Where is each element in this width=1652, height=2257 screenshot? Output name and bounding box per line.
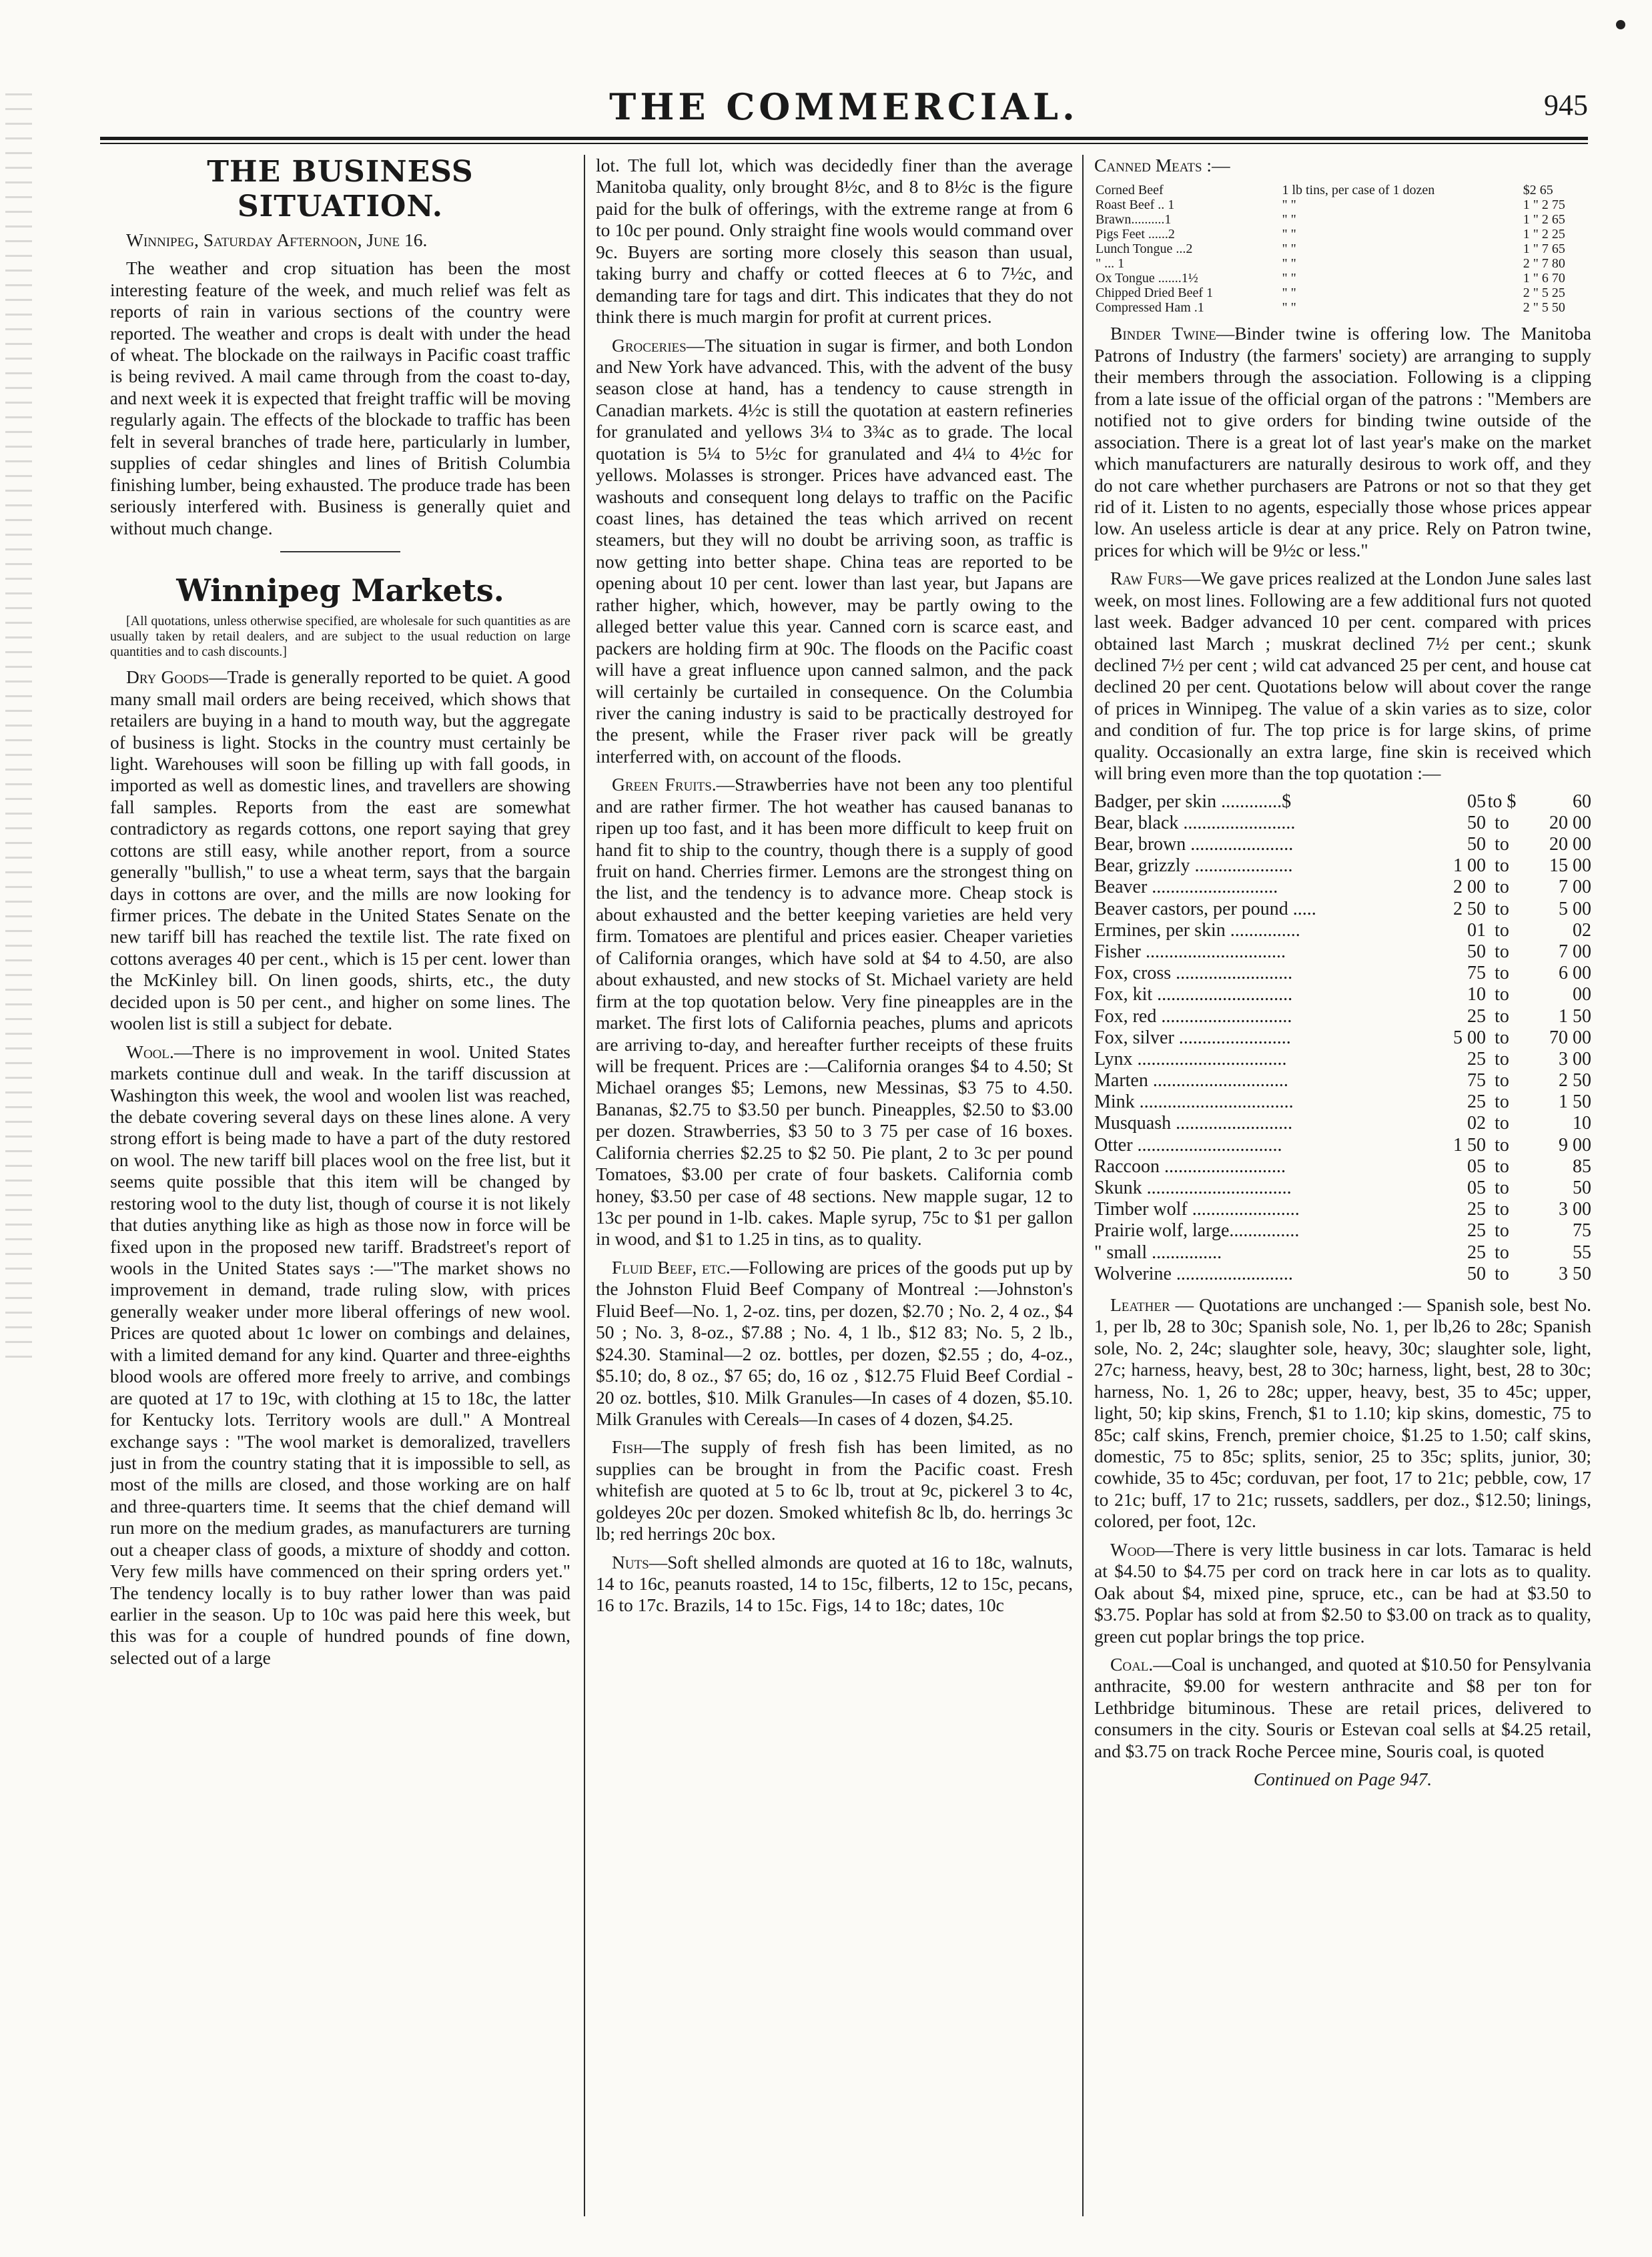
fish-text: —The supply of fresh fish has been limited, as no supplies can be brought in from the Pacific coast. Fresh whitefish are quoted at 5 to 6c lb, trout at 9c, pickerel 3 to 4c, goldeyes 20c per dozen. Smoked whitefish 8c lb, do. herrings 3c lb; red herrings 20c box. xyxy=(596,1436,1073,1544)
fur-hi: 7 00 xyxy=(1559,941,1591,962)
canned-meat-size: " " xyxy=(1282,212,1296,228)
page-dot xyxy=(1616,20,1625,29)
canned-meat-row xyxy=(1094,242,1591,256)
fur-lo: 2 00 xyxy=(1453,877,1486,898)
fur-name: Fisher .............................. xyxy=(1094,941,1286,962)
leather-paragraph xyxy=(1094,1294,1591,1532)
fur-lo: 02 xyxy=(1467,1113,1486,1134)
canned-meat-price: 2 " 5 50 xyxy=(1523,300,1565,316)
fur-hi: 7 00 xyxy=(1559,877,1591,898)
canned-meat-price: $2 65 xyxy=(1523,183,1553,198)
fur-hi: 9 00 xyxy=(1559,1134,1591,1156)
canned-meat-price: 1 " 6 70 xyxy=(1523,271,1565,286)
fur-lo: 50 xyxy=(1467,834,1486,855)
fur-name: Skunk ............................... xyxy=(1094,1178,1292,1198)
fur-price-row xyxy=(1094,1178,1591,1199)
fur-hi: 85 xyxy=(1573,1156,1591,1177)
fur-to: to xyxy=(1495,1070,1509,1091)
fur-to: to xyxy=(1495,919,1509,941)
canned-meat-row xyxy=(1094,256,1591,271)
green-fruits-text: .—Strawberries have not been any too plentiful and are rather firmer. The hot weather has caused bananas to ripen up too fast, and it has been more difficult to keep fruit on hand fit to ship to the country, though there is a supply of good fruit on hand. Cherries firmer. Lemons are the strongest thing on the list, and the tendency is to advance more. Cheap stock is about exhausted and the better keeping varieties are held very firm. Tomatoes are plentiful and prices easier. Cheaper varieties of California oranges, which have sold at $4 to 4.50, are also about exhausted, and new stocks of St. Michael variety are held firm at the top quotation below. Very fine pineapples are in the market. The first lots of California peaches, plums and apricots are arriving to-day, and hereafter further receipts of these fruits will be frequent. Prices are :—California oranges $4 to 4.50; St Michael oranges $5; Lemons, new Messinas, $3 75 to 4.50. Bananas, $2.75 to $3.50 per bunch. Pineapples, $2.50 to $3.00 per dozen. Strawberries, $3 50 to 3 75 per case of 16 boxes. California cherries $2.25 to $2 50. Pie plant, 2 to 3c per pound Tomatoes, $3.00 per crate of four baskets. California comb honey, $3.50 per case of 48 sections. New mapple sugar, 12 to 13c per pound in 1-lb. cakes. Maple syrup, 75c to $1 per gallon in wood, and $1 to 1.25 in tins, as to quality. xyxy=(596,774,1073,1250)
fish-lead: Fish xyxy=(612,1436,643,1458)
fur-hi: 15 00 xyxy=(1549,855,1591,877)
continued-note: Continued on Page 947. xyxy=(1253,1769,1432,1790)
masthead-rule-thick xyxy=(100,137,1588,140)
fur-name: Fox, kit ............................. xyxy=(1094,984,1293,1005)
fur-price-row xyxy=(1094,941,1591,963)
column-2 xyxy=(596,155,1073,2216)
fur-to: to xyxy=(1495,1242,1509,1263)
nuts-text: —Soft shelled almonds are quoted at 16 to 18c, walnuts, 14 to 16c, peanuts roasted, 14 to 15c, filberts, 12 to 15c, pecans, 16 to 17c. Brazils, 14 to 15c. Figs, 14 to 18c; dates, 10c xyxy=(596,1551,1073,1616)
binder-twine-lead: Binder Twine xyxy=(1110,323,1216,344)
fur-name: Wolverine ......................... xyxy=(1094,1263,1293,1284)
fur-price-row xyxy=(1094,1049,1591,1070)
dry-goods-text: —Trade is generally reported to be quiet. A good many small mail orders are being received, which shows that retailers are buying in a hand to mouth way, but the aggregate of business is light. Stocks in the country must certainly be light. Warehouses will soon be filling up with fall goods, in imported as well as domestic lines, and travellers are showing fall samples. Reports from the east are somewhat contradictory as regards cottons, one report saying that grey cottons are still easy, while another report, from a source generally "bullish," to use a wheat term, says that the bargain days in cottons are over, and the mills are now looking for firmer prices. The debate in the United States Senate on the new tariff bill has reached the textile list. The rate fixed on cottons averages 40 per cent., which is 15 per cent. lower than the McKinley bill. On linen goods, shirts, etc., the duty decided upon is 50 per cent., and higher on some lines. The woolen list is still a subject for debate. xyxy=(110,666,570,1034)
fur-price-row xyxy=(1094,1220,1591,1242)
fur-hi: 60 xyxy=(1573,791,1591,812)
fur-price-row xyxy=(1094,855,1591,877)
fur-price-row xyxy=(1094,899,1591,920)
canned-meat-item: Chipped Dried Beef 1 xyxy=(1096,286,1214,301)
canned-meat-price: 2 " 7 80 xyxy=(1523,256,1565,272)
fur-price-row xyxy=(1094,1113,1591,1134)
canned-meat-price: 1 " 7 65 xyxy=(1523,242,1565,257)
fur-hi: 55 xyxy=(1573,1242,1591,1263)
fur-lo: 01 xyxy=(1467,919,1486,941)
page-number: 945 xyxy=(1544,89,1588,121)
canned-meat-item: Corned Beef xyxy=(1096,183,1164,198)
raw-furs-paragraph xyxy=(1094,568,1591,784)
fur-hi: 20 00 xyxy=(1549,812,1591,833)
fur-hi: 02 xyxy=(1573,919,1591,941)
fur-to: to xyxy=(1495,898,1509,919)
fur-hi: 5 00 xyxy=(1559,898,1591,919)
canned-meat-row xyxy=(1094,271,1591,286)
winnipeg-markets-heading: Winnipeg Markets. xyxy=(176,572,504,608)
fur-to: to xyxy=(1495,1113,1509,1134)
fur-lo: 05 xyxy=(1467,1156,1486,1177)
fur-lo: 2 50 xyxy=(1453,898,1486,919)
fur-to: to xyxy=(1495,1156,1509,1177)
section-divider xyxy=(280,551,400,552)
canned-meat-size: " " xyxy=(1282,286,1296,301)
fur-price-row xyxy=(1094,1091,1591,1113)
newspaper-title: THE COMMERCIAL. xyxy=(609,85,1079,128)
fur-price-row xyxy=(1094,813,1591,834)
fur-to: to xyxy=(1495,941,1509,962)
canned-meat-price: 1 " 2 25 xyxy=(1523,227,1565,242)
canned-meat-size: 1 lb tins, per case of 1 dozen xyxy=(1282,183,1435,198)
fur-name: Beaver ........................... xyxy=(1094,877,1278,898)
fur-hi: 6 00 xyxy=(1559,963,1591,984)
column-divider xyxy=(1082,155,1084,2216)
fur-price-row xyxy=(1094,1199,1591,1220)
column-3 xyxy=(1094,155,1591,2216)
fur-lo: 25 xyxy=(1467,1220,1486,1242)
wood-text: —There is very little business in car lots. Tamarac is held at $4.50 to $4.75 per cord on track here in car lots as to quality. Oak about $4, mixed pine, spruce, etc., can be had at $3.50 to $3.75. Poplar has sold at from $2.50 to $3.00 on track as to quality, green cut poplar brings the top price. xyxy=(1094,1538,1591,1647)
fur-lo: 50 xyxy=(1467,941,1486,962)
canned-meat-row xyxy=(1094,300,1591,315)
fur-name: Raccoon .......................... xyxy=(1094,1156,1286,1177)
canned-meats-label: Canned Meats :— xyxy=(1094,155,1230,175)
fur-to: to xyxy=(1495,834,1509,855)
fur-name: Prairie wolf, large............... xyxy=(1094,1220,1300,1242)
fur-name: Fox, cross ......................... xyxy=(1094,963,1293,984)
canned-meat-item: Compressed Ham .1 xyxy=(1096,300,1204,316)
fur-lo: 25 xyxy=(1467,1091,1486,1113)
fur-to: to xyxy=(1495,1263,1509,1284)
fur-name: " small ............... xyxy=(1094,1242,1222,1263)
business-situation-text: The weather and crop situation has been the most interesting feature of the week, and much relief was felt as reports of rain in various sections of the country were reported. The weather and crops is dealt with under the head of wheat. The blockade on the railways in Pacific coast traffic is being revived. A mail came through from the coast to-day, and next week it is expected that freight traffic will be moving regularly again. The effects of the blockade to traffic has been felt in several branches of trade here, particularly in lumber, supplies of cedar shingles and lines of British Columbia finishing lumber, being exhausted. The produce trade has been seriously interfered with. Business is generally quiet and without much change. xyxy=(110,258,570,538)
leather-lead: Leather xyxy=(1110,1294,1170,1315)
canned-meat-row xyxy=(1094,183,1591,197)
fur-hi: 00 xyxy=(1573,984,1591,1005)
canned-meat-price: 1 " 2 75 xyxy=(1523,197,1565,213)
fur-price-row xyxy=(1094,984,1591,1005)
fur-hi: 2 50 xyxy=(1559,1070,1591,1091)
canned-meat-row xyxy=(1094,197,1591,212)
fur-name: Mink ................................. xyxy=(1094,1091,1294,1113)
wool-continued-text: lot. The full lot, which was decidedly finer than the average Manitoba quality, only brought 8½c, and 8 to 8½c is the figure paid for the bulk of offerings, with the extreme range at from 6 to 10c per pound. Only straight fine wools would command over 9c. Buyers are sorting more closely this season than usual, taking burry and chaffy or cotted fleeces at 6 to 7½c, and demanding tare for tags and dirt. This indicates that they do not think there is much margin for profit at current prices. xyxy=(596,155,1073,328)
fur-lo: 5 00 xyxy=(1453,1027,1486,1048)
fur-to: to xyxy=(1495,1220,1509,1242)
fur-price-row xyxy=(1094,1264,1591,1285)
nuts-paragraph xyxy=(596,1552,1073,1617)
fur-to: to xyxy=(1495,1134,1509,1156)
wood-paragraph xyxy=(1094,1539,1591,1647)
fur-lo: 10 xyxy=(1467,984,1486,1005)
green-fruits-lead: Green Fruits xyxy=(612,774,712,795)
fur-to: to xyxy=(1495,1178,1509,1198)
business-situation-heading: THE BUSINESS SITUATION. xyxy=(207,155,474,223)
canned-meats-table xyxy=(1094,183,1591,315)
canned-meat-row xyxy=(1094,212,1591,227)
groceries-paragraph xyxy=(596,335,1073,768)
coal-text: .—Coal is unchanged, and quoted at $10.50 for Pensylvania anthracite, $9.00 for western anthracite and $8 per ton for Lethbridge bituminous. These are retail prices, delivered to consumers in the city. Souris or Estevan coal sells at $4.25 retail, and $3.75 on track Roche Percee mine, Souris coal, is quoted xyxy=(1094,1653,1591,1761)
canned-meat-item: Ox Tongue .......1½ xyxy=(1096,271,1198,286)
groceries-lead: Groceries xyxy=(612,334,687,356)
fur-lo: 25 xyxy=(1467,1242,1486,1263)
fur-price-row xyxy=(1094,834,1591,855)
fur-name: Otter ............................... xyxy=(1094,1134,1282,1156)
fur-lo: 75 xyxy=(1467,963,1486,984)
fur-price-row xyxy=(1094,920,1591,941)
canned-meat-item: " ... 1 xyxy=(1096,256,1125,272)
fur-hi: 3 50 xyxy=(1559,1263,1591,1284)
fur-name: Ermines, per skin ............... xyxy=(1094,919,1300,941)
fur-lo: 1 50 xyxy=(1453,1134,1486,1156)
fur-price-row xyxy=(1094,1070,1591,1091)
fur-to: to xyxy=(1495,963,1509,984)
fur-to: to xyxy=(1495,1027,1509,1048)
fish-paragraph xyxy=(596,1436,1073,1544)
canned-meat-size: " " xyxy=(1282,242,1296,257)
fluid-beef-text: —Following are prices of the goods put up by the Johnston Fluid Beef Company of Montreal :—Johnston's Fluid Beef—No. 1, 2-oz. tins, per dozen, $2.70 ; No. 2, 4 oz., $4 50 ; No. 3, 8-oz., $7.88 ; No. 4, 1 lb., $12 83; No. 5, 2 lb., $24.30. Staminal—2 oz. bottles, per dozen, $2.55 ; do, 4-oz., $5.10; do, 8 oz., $7 65; do, 16 oz , $12.75 Fluid Beef Cordial - 20 oz. bottles, $10. Milk Granules—In cases of 4 dozen, $5.10. Milk Granules with Cereals—In cases of 4 dozen, $4.25. xyxy=(596,1256,1073,1429)
fur-to: to xyxy=(1495,1199,1509,1220)
canned-meat-price: 2 " 5 25 xyxy=(1523,286,1565,301)
fur-price-row xyxy=(1094,1006,1591,1027)
fur-name: Lynx ................................ xyxy=(1094,1048,1287,1069)
green-fruits-paragraph xyxy=(596,774,1073,1250)
fur-to: to $ xyxy=(1487,791,1517,812)
fur-to: to xyxy=(1495,877,1509,898)
canned-meat-size: " " xyxy=(1282,227,1296,242)
canned-meat-size: " " xyxy=(1282,197,1296,213)
fur-lo: 50 xyxy=(1467,1263,1486,1284)
fur-name: Beaver castors, per pound ..... xyxy=(1094,898,1316,919)
binding-margin-marks xyxy=(5,93,32,1361)
fur-hi: 3 00 xyxy=(1559,1048,1591,1069)
fur-lo: 50 xyxy=(1467,812,1486,833)
raw-furs-lead: Raw Furs xyxy=(1110,568,1182,589)
fur-price-row xyxy=(1094,1242,1591,1264)
fur-name: Bear, black ........................ xyxy=(1094,812,1296,833)
fur-name: Bear, grizzly ..................... xyxy=(1094,855,1293,877)
canned-meat-row xyxy=(1094,227,1591,242)
fur-lo: 05 xyxy=(1467,791,1486,812)
fur-price-row xyxy=(1094,1156,1591,1178)
fur-hi: 75 xyxy=(1573,1220,1591,1242)
fur-to: to xyxy=(1495,1005,1509,1027)
fur-name: Musquash ......................... xyxy=(1094,1113,1293,1134)
canned-meat-item: Lunch Tongue ...2 xyxy=(1096,242,1193,257)
canned-meat-size: " " xyxy=(1282,300,1296,316)
nuts-lead: Nuts xyxy=(612,1551,649,1572)
canned-meat-price: 1 " 2 65 xyxy=(1523,212,1565,228)
fur-to: to xyxy=(1495,984,1509,1005)
fur-hi: 1 50 xyxy=(1559,1091,1591,1113)
fur-price-row xyxy=(1094,1135,1591,1156)
groceries-text: —The situation in sugar is firmer, and both London and New York have advanced. This, with the advent of the busy season close at hand, has a tendency to cause strength in Canadian markets. 4½c is still the quotation at eastern refineries for granulated and yellows 3¼ to 3¾c as to grade. The local quotation is 5¼ to 5½c for granulated and 4¼ to 4½c for yellows. Molasses is stronger. Prices have advanced east. The washouts and consequent long delays to traffic on the Pacific coast lines, has detained the teas which arrived on recent steamers, but they will no doubt be arriving soon, as traffic is now getting into better shape. China teas are reported to be opening about 10 per cent. lower than last year, but Japans are rather higher, which, however, may be partly owing to the alleged better value this year. Canned corn is scarce east, and packers are holding firm at 90c. The floods on the Pacific coast will have a great influence upon canned salmon, and the pack will certainly be curtailed in consequence. On the Columbia river the caning industry is said to be practically destroyed for the present, while the Fraser river pack will be greatly interferred with, on account of the floods. xyxy=(596,334,1073,767)
canned-meat-item: Pigs Feet ......2 xyxy=(1096,227,1175,242)
fur-price-row xyxy=(1094,1027,1591,1049)
fur-to: to xyxy=(1495,855,1509,877)
wool-text: .—There is no improvement in wool. United States markets continue dull and weak. In the tariff discussion at Washington this week, the wool and woolen list was reached, the debate covering several days on these lines alone. A very strong effort is being made to have a part of the duty restored on wool. The new tariff bill places wool on the free list, but it seems quite possible that this item will be changed by restoring wool to the duty list, though of course it is not likely that duties anything like as high as those now in force will be fixed upon in the proposed new tariff. Bradstreet's report of wools in the United States says :—"The market shows no improvement in demand, trade ruling slow, with prices generally weaker under more liberal offerings of new wool. Prices are quoted about 1c lower on combings and delaines, with a limited demand for any kind. Quarter and three-eighths blood wools are offered more freely to arrive, and combings are quoted at 17 to 19c, with clothing at 15 to 18c, the latter for Kentucky lots. Territory wools are dull." A Montreal exchange says : "The wool market is demoralized, travellers just in from the country stating that it is impossible to sell, as most of the mills are closed, and those working are on half and three-quarters time. It seems that the chief demand will run more on the medium grades, as manufacturers are turning out a cheaper class of goods, a mixture of shoddy and cotton. Very few mills have commenced on their spring orders yet." The tendency locally is to buy rather lower than was paid earlier in the season. Up to 10c was paid here this week, but this was for a couple of hundred pounds of fine down, selected out of a large xyxy=(110,1041,570,1668)
fur-lo: 1 00 xyxy=(1453,855,1486,877)
fur-price-row xyxy=(1094,963,1591,984)
fur-lo: 25 xyxy=(1467,1048,1486,1069)
fur-hi: 3 00 xyxy=(1559,1199,1591,1220)
fur-to: to xyxy=(1495,812,1509,833)
dry-goods-paragraph xyxy=(110,666,570,1034)
fluid-beef-lead: Fluid Beef, etc. xyxy=(612,1256,731,1278)
fur-name: Timber wolf ....................... xyxy=(1094,1199,1300,1220)
coal-lead: Coal xyxy=(1110,1653,1149,1675)
fur-name: Fox, silver ........................ xyxy=(1094,1027,1291,1048)
canned-meat-item: Roast Beef .. 1 xyxy=(1096,197,1175,213)
masthead-rule-thin xyxy=(100,143,1588,144)
fur-hi: 50 xyxy=(1573,1178,1591,1198)
fur-name: Badger, per skin .............$ xyxy=(1094,791,1292,812)
fur-lo: 05 xyxy=(1467,1178,1486,1198)
fur-price-row xyxy=(1094,791,1591,813)
wool-paragraph xyxy=(110,1041,570,1669)
wool-lead: Wool xyxy=(126,1041,170,1062)
fur-name: Marten ............................. xyxy=(1094,1070,1288,1091)
canned-meat-size: " " xyxy=(1282,271,1296,286)
raw-furs-text: —We gave prices realized at the London June sales last week, on most lines. Following are a few additional furs not quoted last week. Badger advanced 10 per cent. compared with prices obtained last March ; muskrat declined 7½ per cent.; skunk declined 7½ per cent ; wild cat advanced 25 per cent, and house cat declined 20 per cent. Quotations below will about cover the range of prices in Winnipeg. The value of a skin varies as to size, color and condition of fur. The top price is for large skins, of prime quality. Occasionally an extra large, fine skin is received which will bring even more than the top quotation :— xyxy=(1094,568,1591,784)
fur-hi: 1 50 xyxy=(1559,1005,1591,1027)
canned-meat-row xyxy=(1094,286,1591,300)
dateline: Winnipeg, Saturday Afternoon, June 16. xyxy=(126,229,428,250)
wood-lead: Wood xyxy=(1110,1538,1156,1560)
fur-hi: 20 00 xyxy=(1549,834,1591,855)
fur-lo: 75 xyxy=(1467,1070,1486,1091)
fur-to: to xyxy=(1495,1048,1509,1069)
coal-paragraph xyxy=(1094,1654,1591,1762)
binder-twine-text: —Binder twine is offering low. The Manitoba Patrons of Industry (the farmers' society) are arranging to supply their members through the association. Following is a clipping from a late issue of the official organ of the patrons : "Members are notified not to give orders for binding twine outside of the association. There is a great lot of last year's make on the market which manufacturers are naturally desirous to work off, and they do not care whether purchasers are Patrons or not so that they get rid of it. Listen to no agents, especially those whose prices appear low. An useless article is dear at any price. Rely on Patron twine, prices for which will be 9½c or less." xyxy=(1094,323,1591,560)
masthead xyxy=(100,79,1588,132)
canned-meat-size: " " xyxy=(1282,256,1296,272)
binder-twine-paragraph xyxy=(1094,323,1591,561)
dry-goods-lead: Dry Goods xyxy=(126,666,210,688)
fur-price-row xyxy=(1094,877,1591,898)
fur-hi: 10 xyxy=(1573,1113,1591,1134)
column-1 xyxy=(110,155,570,2216)
fur-to: to xyxy=(1495,1091,1509,1113)
canned-meats-lead xyxy=(1094,155,1591,176)
canned-meat-item: Brawn..........1 xyxy=(1096,212,1172,228)
fur-lo: 25 xyxy=(1467,1005,1486,1027)
fur-name: Fox, red ............................ xyxy=(1094,1005,1292,1027)
leather-text: — Quotations are unchanged :— Spanish sole, best No. 1, per lb, 28 to 30c; Spanish sole, No. 1, per lb,26 to 28c; Spanish sole, No. 2, 24c; slaughter sole, heavy, 30c; slaughter sole, light, 27c; harness, heavy, best, 28 to 30c; harness, light, best, 28 to 30c; harness, No. 1, 26 to 28c; upper, heavy, best, 35 to 45c; upper, light, 50; kip skins, French, $1 to 1.10; kip skins, domestic, 75 to 85c; calf skins, French, premier choice, $1.25 to 1.50; calf skins, domestic, 75 to 85c; splits, senior, 25 to 35c; splits, junior, 30; cowhide, 35 to 45c; corduvan, per foot, 17 to 21c; pebble, cow, 17 to 21c; buff, 17 to 21c; russets, saddlers, per doz., $12.50; linings, colored, per foot, 12c. xyxy=(1094,1294,1591,1532)
quotations-note: [All quotations, unless otherwise specified, are wholesale for such quantities as are usually taken by retail dealers, and are subject to the usual reduction on large quantities and to cash discounts.] xyxy=(110,614,570,660)
fluid-beef-paragraph xyxy=(596,1257,1073,1430)
fur-hi: 70 00 xyxy=(1549,1027,1591,1048)
furs-price-table xyxy=(1094,791,1591,1285)
fur-lo: 25 xyxy=(1467,1199,1486,1220)
fur-name: Bear, brown ...................... xyxy=(1094,834,1294,855)
column-divider xyxy=(584,155,585,2216)
